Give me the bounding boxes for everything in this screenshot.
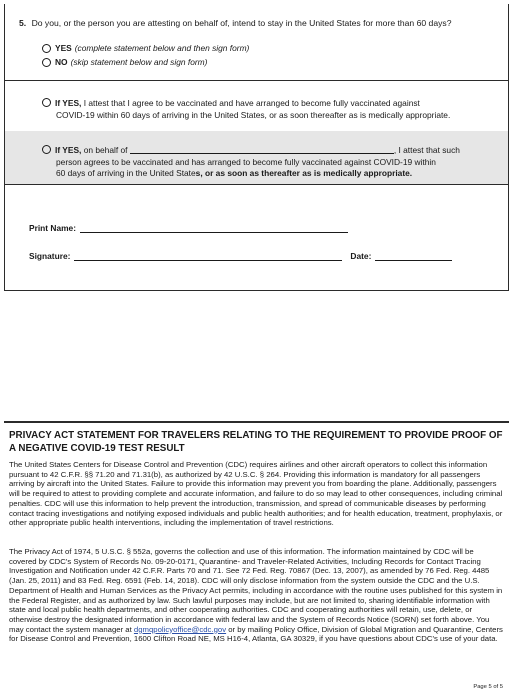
page-number: Page 5 of 5 (473, 684, 503, 690)
question-5 (19, 18, 451, 28)
date-label: Date: (350, 251, 372, 261)
yes-radio-circle[interactable] (42, 44, 51, 53)
divider (5, 184, 508, 185)
statement-self-line2: COVID-19 within 60 days of arriving in the United States, or as soon thereafter as is medically appropriate. (56, 109, 451, 120)
behalf-name-line[interactable] (130, 146, 394, 154)
option-no-label: NO (55, 57, 68, 67)
statement-self-line1: I attest that I agree to be vaccinated and have arranged to become fully vaccinated against (83, 98, 420, 108)
statement-behalf-line2: person agrees to be vaccinated and has arranged to become fully vaccinated against COVID-19 within (56, 156, 436, 167)
date-line[interactable] (375, 252, 452, 261)
divider (5, 80, 508, 81)
option-yes[interactable] (42, 43, 249, 53)
signature-line[interactable] (74, 252, 342, 261)
question-number: 5. (19, 18, 27, 28)
option-yes-note: (complete statement below and then sign form) (74, 43, 250, 53)
privacy-paragraph-1: The United States Centers for Disease Control and Prevention (CDC) requires airlines and other aircraft operators to collect this information pursuant to 42 C.F.R. §§ 71.20 and 71.31(b), as authorized by 42 U.S.C. § 264. Providing this information is mandatory for all passengers arriving by aircraft into the United States. Failure to provide this information may prevent you from boarding the plane. Additionally, passengers will be required to attest to providing complete and accurate information, and failure to do so may lead to other consequences, including criminal penalties. CDC will use this information to help prevent the introduction, transmission, and spread of communicable diseases by performing contact tracing investigations and notifying exposed individuals and public health authorities; and for health education, treatment, prophylaxis, or other appropriate public health interventions, including the implementation of travel restrictions. (9, 460, 503, 528)
privacy-title: PRIVACY ACT STATEMENT FOR TRAVELERS RELATING TO THE REQUIREMENT TO PROVIDE PROOF OF A NEGATIVE COVID-19 TEST RESULT (9, 430, 503, 454)
option-no-note: (skip statement below and sign form) (70, 57, 208, 67)
statement-self (42, 98, 492, 121)
privacy-divider (4, 421, 509, 423)
email-link[interactable]: dgmqpolicyoffice@cdc.gov (133, 624, 227, 634)
statement-behalf (42, 145, 492, 180)
signature-row (29, 251, 452, 261)
statement-behalf-on-behalf: on behalf of (83, 145, 128, 155)
print-name-line[interactable] (80, 224, 348, 233)
question-text: Do you, or the person you are attesting on behalf of, intend to stay in the United States for more than 60 days? (31, 18, 452, 28)
privacy-paragraph-2-end: or by mailing Policy Office, Division of Global Migration and Quarantine, Centers for Disease Control and Prevention, 1600 Clifton Road NE, MS H16-4, Atlanta, GA 30329, if you have questions about CDC's use of your data. (9, 624, 503, 644)
attestation-form-box (4, 4, 509, 291)
statement-self-radio[interactable] (42, 98, 51, 107)
option-yes-label: YES (55, 43, 72, 53)
statement-behalf-lead: If YES, (55, 145, 82, 155)
signature-label: Signature: (29, 251, 71, 261)
statement-behalf-attest: , I attest that such (393, 145, 460, 155)
statement-behalf-line3-bold: s, or as soon as thereafter as is medically appropriate. (195, 168, 413, 179)
print-name-row (29, 223, 348, 233)
option-no[interactable] (42, 57, 207, 67)
privacy-paragraph-2 (9, 547, 503, 644)
print-name-label: Print Name: (29, 223, 77, 233)
statement-behalf-line3: 60 days of arriving in the United State (56, 168, 196, 179)
statement-self-lead: If YES, (55, 98, 82, 108)
privacy-paragraph-2-text: The Privacy Act of 1974, 5 U.S.C. § 552a, governs the collection and use of this information. The information maintained by CDC will be covered by CDC's System of Records No. 09-20-0171, Quarantine- and Traveler-Related Activities, Including Records for Contact Tracing Investigation and Notification under 42 C.F.R. Parts 70 and 71. See 72 Fed. Reg. 70867 (Dec. 13, 2007), as amended by 76 Fed. Reg. 4485 (Jan. 25, 2011) and 83 Fed. Reg. 6591 (Feb. 14, 2018). CDC will only disclose information from the system outside the CDC and the U.S. Department of Health and Human Services as the Privacy Act permits, including in accordance with the routine uses published for this system in the Federal Register, and as authorized by law. Such lawful purposes may include, but are not limited to, sharing identifiable information with state and local public health departments, and other cooperating authorities. CDC and cooperating authorities will retain, use, delete, or otherwise destroy the designated information in accordance with federal law and the System of Records Notice (SORN) set forth above. You may contact the system manager at (9, 547, 503, 634)
no-radio-circle[interactable] (42, 58, 51, 67)
statement-behalf-radio[interactable] (42, 145, 51, 154)
